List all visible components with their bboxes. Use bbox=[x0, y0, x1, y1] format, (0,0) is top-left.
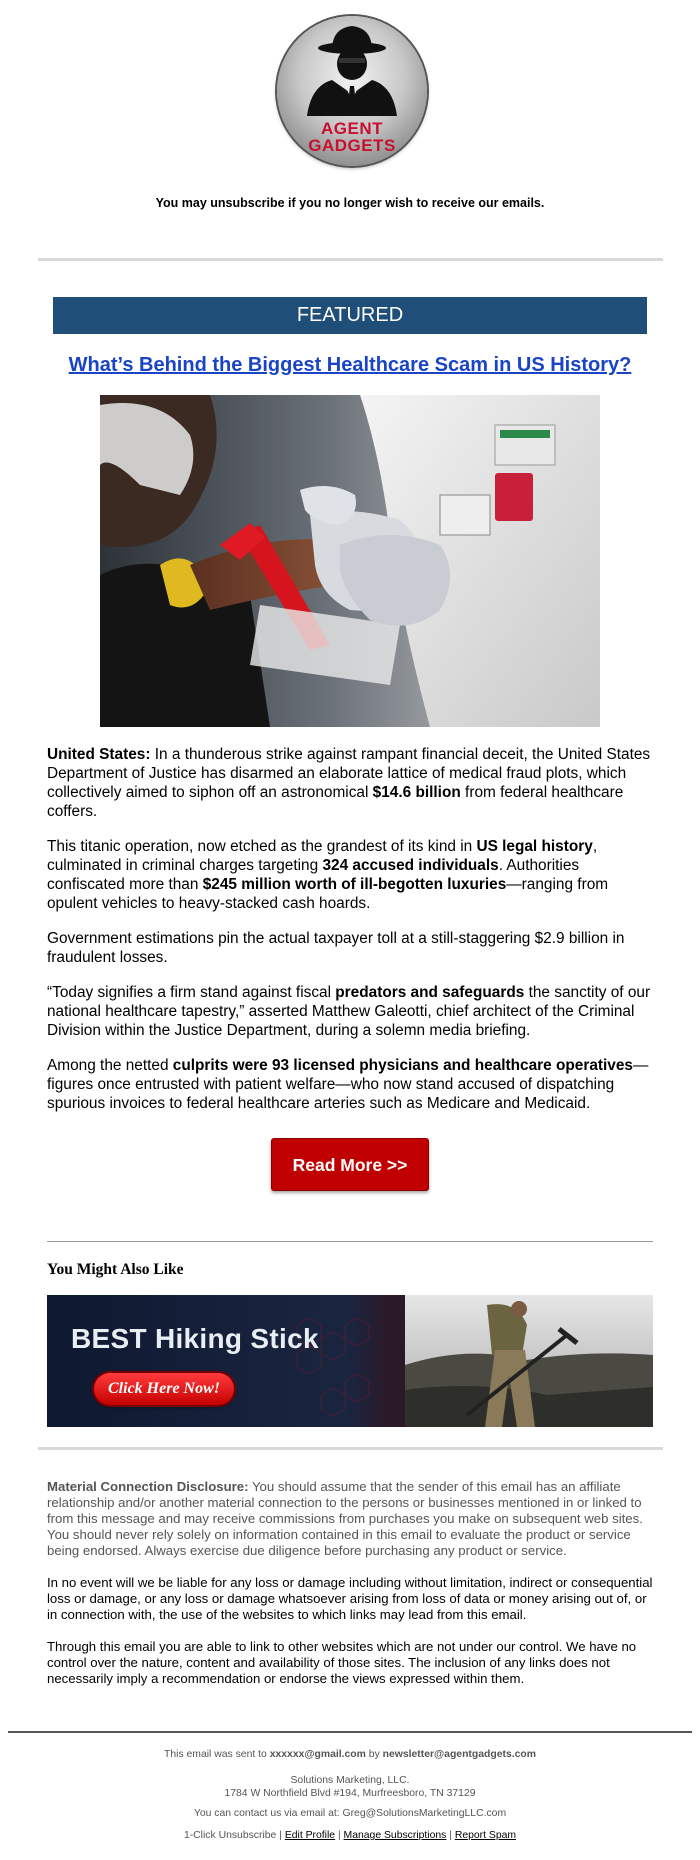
text: —ranging from opulent vehicles to heavy-stacked cash hoards. bbox=[47, 876, 609, 912]
lead-text: United States: bbox=[47, 746, 151, 763]
article-paragraph: Government estimations pin the actual taxpayer toll at a still-staggering $2.9 billion in fraudulent losses. bbox=[47, 930, 625, 966]
recipient-email: xxxxxx@gmail.com bbox=[269, 1749, 366, 1760]
report-spam-link[interactable]: Report Spam bbox=[454, 1830, 517, 1841]
divider bbox=[47, 1241, 653, 1242]
text-bold: predators and safeguards bbox=[335, 984, 525, 1001]
text: . Authorities confiscated more than bbox=[47, 857, 580, 893]
footer-divider bbox=[8, 1731, 692, 1733]
text-bold: $14.6 billion bbox=[372, 784, 461, 801]
disclosure-paragraph: Through this email you are able to link to other websites which are not under our control. We have no control over the nature, content and availability of those sites. The inclusion of any links does not necessarily imply a recommendation or endorse the views expressed within them. bbox=[47, 1639, 637, 1686]
divider bbox=[38, 1447, 663, 1450]
article-paragraph bbox=[47, 983, 657, 1040]
you-might-also-like-heading: You Might Also Like bbox=[47, 1261, 184, 1278]
disclosure-paragraph: In no event will we be liable for any loss or damage including without limitation, indirect or consequential loss or damage, or any loss or damage whatsoever arising from loss of data or money arising out of, or in connection with, the use of the websites to which links may lead from this email. bbox=[47, 1575, 653, 1622]
text: In a thunderous strike against rampant financial deceit, the United States Department of Justice has disarmed an elaborate lattice of medical fraud plots, which collectively aimed to siphon off an astronomical bbox=[47, 746, 651, 801]
separator: | bbox=[335, 1830, 344, 1841]
agent-gadgets-logo[interactable] bbox=[277, 16, 427, 166]
disclosure-lead: Material Connection Disclosure: bbox=[47, 1479, 249, 1494]
divider bbox=[38, 258, 663, 261]
separator: | bbox=[276, 1830, 285, 1841]
text: , culminated in criminal charges targeting bbox=[47, 838, 598, 874]
ad-click-here-button[interactable]: Click Here Now! bbox=[94, 1373, 234, 1405]
text-bold: US legal history bbox=[476, 838, 593, 855]
footer-links bbox=[0, 1830, 700, 1841]
article-paragraph bbox=[47, 837, 657, 913]
text: This titanic operation, now etched as the grandest of its kind in bbox=[47, 838, 477, 855]
material-disclosure bbox=[47, 1479, 657, 1703]
footer-sent-to bbox=[0, 1749, 700, 1760]
ad-background-image bbox=[47, 1295, 653, 1427]
text: from federal healthcare coffers. bbox=[47, 784, 624, 820]
article-hero-image[interactable] bbox=[100, 395, 600, 727]
read-more-button[interactable]: Read More >> bbox=[271, 1138, 429, 1191]
edit-profile-link[interactable]: Edit Profile bbox=[284, 1830, 336, 1841]
footer-contact: You can contact us via email at: Greg@SolutionsMarketingLLC.com bbox=[193, 1808, 507, 1819]
text-bold: $245 million worth of ill-begotten luxuries bbox=[202, 876, 507, 893]
unsubscribe-notice: You may unsubscribe if you no longer wish to receive our emails. bbox=[155, 196, 545, 210]
footer-company: Solutions Marketing, LLC. bbox=[290, 1775, 410, 1786]
logo-text-agent: AGENT bbox=[321, 119, 383, 138]
featured-banner: FEATURED bbox=[53, 297, 647, 334]
logo-text-gadgets: GADGETS bbox=[308, 136, 396, 155]
article-headline-link[interactable]: What’s Behind the Biggest Healthcare Scam in US History? bbox=[68, 354, 632, 376]
text-bold: culprits were 93 licensed physicians and healthcare operatives bbox=[172, 1057, 633, 1074]
text: the sanctity of our national healthcare tapestry,” asserted Matthew Galeotti, chief architect of the Criminal Division within the Justice Department, during a solemn media briefing. bbox=[47, 984, 651, 1039]
article-paragraph bbox=[47, 1056, 657, 1113]
manage-subscriptions-link[interactable]: Manage Subscriptions bbox=[343, 1830, 447, 1841]
hiking-stick-ad-banner[interactable] bbox=[47, 1295, 653, 1427]
article-paragraph bbox=[47, 745, 657, 821]
sender-email: newsletter@agentgadgets.com bbox=[382, 1749, 536, 1760]
text: “Today signifies a firm stand against fiscal bbox=[47, 984, 336, 1001]
one-click-unsubscribe-link[interactable]: 1-Click Unsubscribe bbox=[183, 1830, 277, 1841]
text: You should assume that the sender of this email has an affiliate relationship and/or another material connection to the persons or businesses mentioned in or linked to from this message and may receive commissions from purchases you make on subsequent web sites. You should never rely solely on information contained in this email to evaluate the product or service being endorsed. Always exercise due diligence before purchasing any product or service. bbox=[47, 1479, 643, 1558]
article-body bbox=[47, 745, 657, 1129]
footer-address: 1784 W Northfield Blvd #194, Murfreesboro, TN 37129 bbox=[224, 1788, 476, 1799]
text-bold: 324 accused individuals bbox=[322, 857, 499, 874]
text: —figures once entrusted with patient welfare—who now stand accused of dispatching spurious invoices to federal healthcare arteries such as Medicare and Medicaid. bbox=[47, 1057, 649, 1112]
text: This email was sent to bbox=[164, 1749, 270, 1760]
disclosure-paragraph bbox=[47, 1479, 657, 1559]
text: by bbox=[365, 1749, 383, 1760]
ad-title: BEST Hiking Stick bbox=[71, 1323, 319, 1354]
text: Among the netted bbox=[47, 1057, 173, 1074]
separator: | bbox=[446, 1830, 455, 1841]
